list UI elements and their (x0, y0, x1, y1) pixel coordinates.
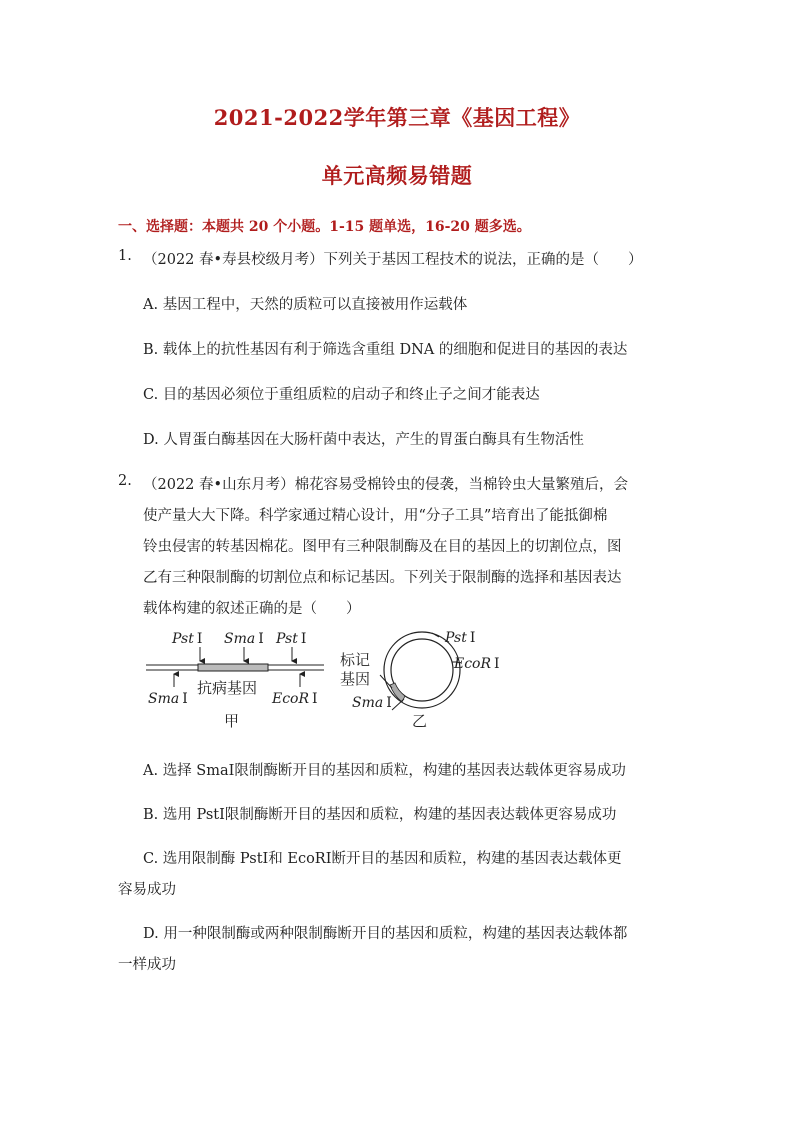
section-heading: 一、选择题：本题共 20 个小题。1-15 题单选，16-20 题多选。 (118, 219, 531, 235)
question-1-number: 1. (118, 248, 132, 264)
question-2-option-d-line-1: D. 用一种限制酶或两种限制酶断开目的基因和质粒，构建的基因表达载体都 (143, 926, 628, 942)
svg-text:SmaⅠ (148, 691, 188, 707)
diagram-yi (340, 630, 500, 730)
question-2-option-b: B. 选用 PstⅠ限制酶断开目的基因和质粒，构建的基因表达载体更容易成功 (143, 807, 617, 823)
svg-text:SmaⅠ (224, 631, 264, 647)
ecor-label-2: EcoR (454, 656, 492, 672)
marker-label-line-2: 基因 (340, 670, 371, 688)
question-2-option-c-line-2: 容易成功 (118, 882, 176, 898)
question-2-stem-line-2: 使产量大大下降。科学家通过精心设计，用“分子工具”培育出了能抵御棉 (143, 508, 608, 524)
svg-text:EcoRⅠ (453, 656, 500, 672)
roman-one-8: Ⅰ (386, 695, 392, 711)
question-2-option-d-line-2: 一样成功 (118, 957, 176, 973)
sma-label-3: Sma (352, 695, 384, 711)
svg-text:SmaⅠ (352, 695, 392, 711)
svg-text:PstⅠ (444, 630, 475, 646)
pst-label-3: Pst (445, 630, 467, 646)
question-1-option-d: D. 人胃蛋白酶基因在大肠杆菌中表达，产生的胃蛋白酶具有生物活性 (143, 432, 584, 448)
question-2-stem-line-4: 乙有三种限制酶的切割位点和标记基因。下列关于限制酶的选择和基因表达 (143, 570, 622, 586)
roman-one-2: Ⅰ (258, 631, 264, 647)
roman-one-7: Ⅰ (494, 656, 500, 672)
sma-label-2: Sma (148, 691, 180, 707)
disease-resistance-gene-segment (198, 664, 268, 671)
question-1-option-b: B. 载体上的抗性基因有利于筛选含重组 DNA 的细胞和促进目的基因的表达 (143, 342, 628, 358)
question-2-option-c-line-1: C. 选用限制酶 PstⅠ和 EcoRⅠ断开目的基因和质粒，构建的基因表达载体更 (143, 851, 622, 867)
page-subtitle: 单元高频易错题 (321, 163, 473, 188)
roman-one-5: Ⅰ (312, 691, 318, 707)
pst-label-1: Pst (172, 631, 194, 647)
marker-label-line-1: 标记 (340, 651, 371, 669)
restriction-enzyme-diagram (140, 625, 520, 735)
pst-label-2: Pst (276, 631, 298, 647)
roman-one-6: Ⅰ (469, 630, 476, 646)
diagram-yi-label: 乙 (412, 712, 428, 730)
question-2-stem-line-1: （2022 春•山东月考）棉花容易受棉铃虫的侵袭，当棉铃虫大量繁殖后，会 (143, 477, 629, 493)
question-2-stem-line-3: 铃虫侵害的转基因棉花。图甲有三种限制酶及在目的基因上的切割位点，图 (143, 539, 622, 555)
question-1-option-a: A. 基因工程中，天然的质粒可以直接被用作运载体 (143, 297, 468, 313)
question-2-number: 2. (118, 473, 132, 489)
gene-label: 抗病基因 (197, 679, 258, 697)
svg-text:PstⅠ (171, 631, 202, 647)
roman-one-3: Ⅰ (300, 631, 307, 647)
question-1-stem: （2022 春•寿县校级月考）下列关于基因工程技术的说法，正确的是（ ） (143, 252, 643, 268)
sma-label-1: Sma (224, 631, 256, 647)
question-2-option-a: A. 选择 SmaⅠ限制酶断开目的基因和质粒，构建的基因表达载体更容易成功 (143, 763, 626, 779)
question-2-stem-line-5: 载体构建的叙述正确的是（ ） (143, 601, 361, 617)
svg-text:PstⅠ (275, 631, 306, 647)
roman-one-4: Ⅰ (182, 691, 188, 707)
ecor-label-1: EcoR (272, 691, 310, 707)
diagram-jia (146, 631, 324, 730)
page-title: 2021-2022学年第三章《基因工程》 (213, 105, 581, 130)
diagram-jia-label: 甲 (224, 712, 240, 730)
svg-text:EcoRⅠ (271, 691, 318, 707)
roman-one-1: Ⅰ (196, 631, 203, 647)
question-1-option-c: C. 目的基因必须位于重组质粒的启动子和终止子之间才能表达 (143, 387, 540, 403)
